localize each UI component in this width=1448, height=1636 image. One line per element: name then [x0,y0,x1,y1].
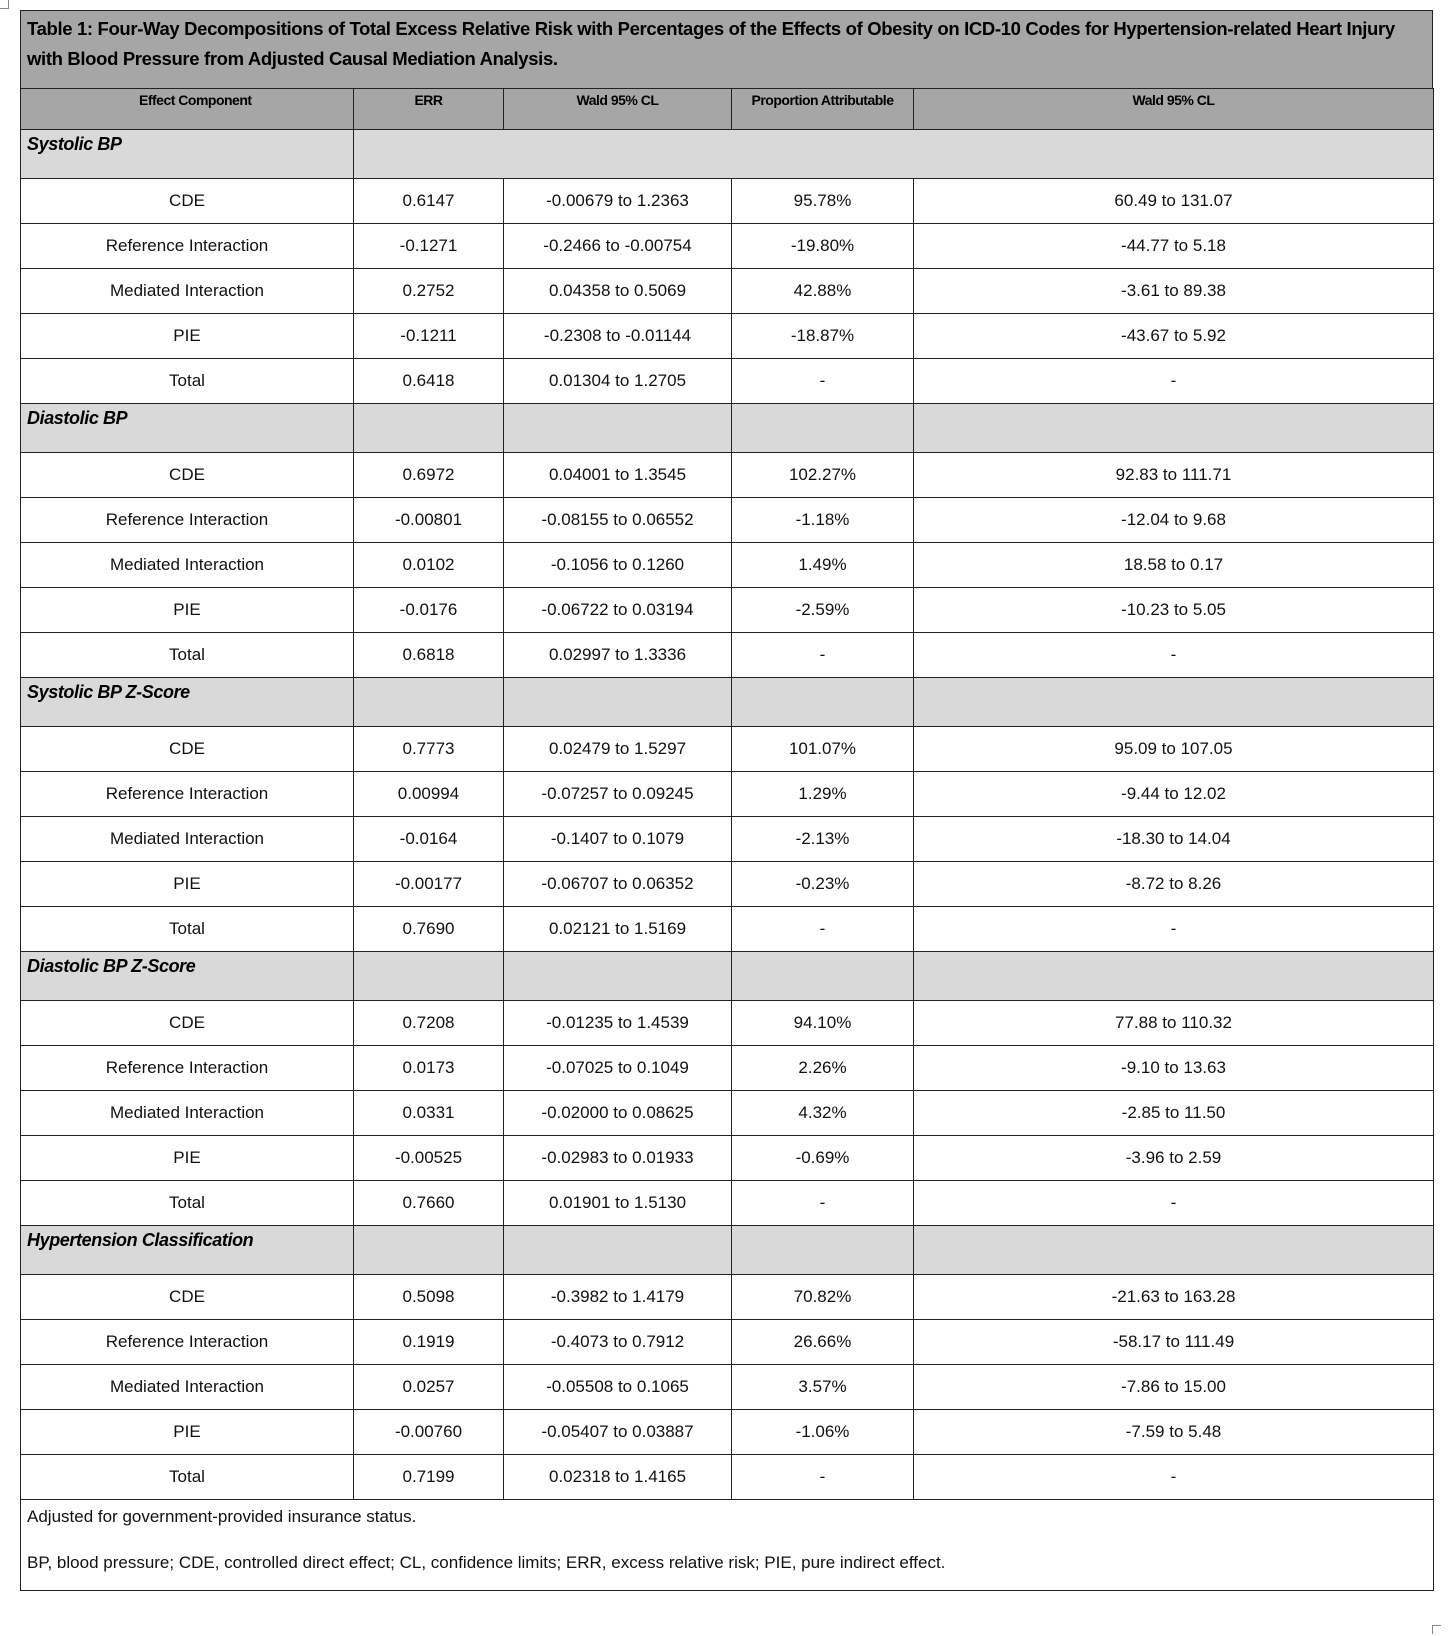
cell-err: -0.00760 [354,1410,504,1455]
cell-err: 0.7773 [354,727,504,772]
cell-err-wald-ci: -0.1407 to 0.1079 [504,817,732,862]
header-wald-ci-err: Wald 95% CL [504,89,732,130]
header-wald-ci-proportion: Wald 95% CL [914,89,1434,130]
cell-err-wald-ci: -0.01235 to 1.4539 [504,1001,732,1046]
cell-proportion-attributable: - [732,907,914,952]
cell-err: -0.00177 [354,862,504,907]
cell-proportion-wald-ci: -10.23 to 5.05 [914,588,1434,633]
group-header-filler [504,1226,732,1275]
cell-effect-component: Total [21,907,354,952]
table-row [21,224,1434,269]
cell-err-wald-ci: -0.07257 to 0.09245 [504,772,732,817]
cell-proportion-attributable: -2.13% [732,817,914,862]
cell-err-wald-ci: -0.06722 to 0.03194 [504,588,732,633]
table-row [21,633,1434,678]
table-row [21,1136,1434,1181]
cell-proportion-attributable: -2.59% [732,588,914,633]
group-header-filler [732,678,914,727]
group-header-filler [504,404,732,453]
cell-effect-component: Mediated Interaction [21,1365,354,1410]
cell-err-wald-ci: -0.1056 to 0.1260 [504,543,732,588]
cell-err-wald-ci: 0.02121 to 1.5169 [504,907,732,952]
cell-err-wald-ci: 0.02318 to 1.4165 [504,1455,732,1500]
cell-effect-component: Total [21,1455,354,1500]
cell-err: 0.00994 [354,772,504,817]
cell-proportion-wald-ci: 18.58 to 0.17 [914,543,1434,588]
cell-proportion-wald-ci: -9.10 to 13.63 [914,1046,1434,1091]
cell-effect-component: Total [21,1181,354,1226]
table-row [21,907,1434,952]
cell-effect-component: PIE [21,1410,354,1455]
cell-proportion-wald-ci: -8.72 to 8.26 [914,862,1434,907]
cell-effect-component: Total [21,633,354,678]
table-row [21,314,1434,359]
group-header-filler [504,678,732,727]
group-header-filler [354,1226,504,1275]
table-row [21,498,1434,543]
cell-proportion-attributable: 94.10% [732,1001,914,1046]
group-header-row [21,1226,1434,1275]
group-header-filler [354,678,504,727]
cell-proportion-attributable: - [732,1181,914,1226]
cell-err-wald-ci: -0.02983 to 0.01933 [504,1136,732,1181]
cell-err: 0.7199 [354,1455,504,1500]
group-label: Systolic BP [21,130,354,179]
cell-proportion-attributable: -1.06% [732,1410,914,1455]
cell-proportion-attributable: 4.32% [732,1091,914,1136]
cell-err: 0.5098 [354,1275,504,1320]
cell-proportion-wald-ci: - [914,359,1434,404]
cell-proportion-wald-ci: - [914,907,1434,952]
cell-err: 0.0102 [354,543,504,588]
cell-err: 0.7660 [354,1181,504,1226]
cell-err: -0.00525 [354,1136,504,1181]
header-proportion-attributable: Proportion Attributable [732,89,914,130]
cell-err-wald-ci: -0.08155 to 0.06552 [504,498,732,543]
group-header-row [21,678,1434,727]
cell-effect-component: PIE [21,314,354,359]
table-row [21,1365,1434,1410]
cell-effect-component: Reference Interaction [21,224,354,269]
cell-effect-component: Reference Interaction [21,1046,354,1091]
cell-err: 0.1919 [354,1320,504,1365]
cell-proportion-wald-ci: 60.49 to 131.07 [914,179,1434,224]
corner-mark-top-left [0,0,9,9]
cell-proportion-wald-ci: -12.04 to 9.68 [914,498,1434,543]
cell-effect-component: Reference Interaction [21,772,354,817]
group-label: Systolic BP Z-Score [21,678,354,727]
cell-proportion-attributable: -1.18% [732,498,914,543]
cell-err: 0.6147 [354,179,504,224]
cell-err: -0.1271 [354,224,504,269]
cell-proportion-attributable: -0.69% [732,1136,914,1181]
cell-proportion-wald-ci: -7.59 to 5.48 [914,1410,1434,1455]
cell-proportion-wald-ci: -18.30 to 14.04 [914,817,1434,862]
table-row [21,1275,1434,1320]
cell-err: 0.6418 [354,359,504,404]
table-row [21,1001,1434,1046]
cell-proportion-wald-ci: -2.85 to 11.50 [914,1091,1434,1136]
header-row [21,89,1434,130]
cell-err-wald-ci: -0.06707 to 0.06352 [504,862,732,907]
group-header-row [21,130,1434,179]
cell-effect-component: CDE [21,727,354,772]
table-row [21,1455,1434,1500]
cell-err: 0.6972 [354,453,504,498]
corner-mark-bottom-right [1432,1625,1441,1634]
cell-effect-component: Total [21,359,354,404]
group-header-filler [914,952,1434,1001]
cell-effect-component: PIE [21,862,354,907]
cell-proportion-wald-ci: 95.09 to 107.05 [914,727,1434,772]
cell-err-wald-ci: -0.02000 to 0.08625 [504,1091,732,1136]
table-row [21,543,1434,588]
cell-err-wald-ci: -0.05508 to 0.1065 [504,1365,732,1410]
group-header-filler [732,952,914,1001]
cell-err-wald-ci: -0.3982 to 1.4179 [504,1275,732,1320]
table-caption: Table 1: Four-Way Decompositions of Total Excess Relative Risk with Percentages of the Effects of Obesity on ICD-10 Codes for Hypertension-related Heart Injury with Blood Pressure from Adjusted Causal Mediation Analysis. [20,10,1433,88]
cell-proportion-wald-ci: -43.67 to 5.92 [914,314,1434,359]
group-header-filler [914,404,1434,453]
group-label: Hypertension Classification [21,1226,354,1275]
note-adjustment: Adjusted for government-provided insurance status. [27,1507,417,1526]
cell-proportion-attributable: 3.57% [732,1365,914,1410]
cell-proportion-wald-ci: 92.83 to 111.71 [914,453,1434,498]
cell-err-wald-ci: 0.02997 to 1.3336 [504,633,732,678]
group-label: Diastolic BP Z-Score [21,952,354,1001]
cell-proportion-attributable: 26.66% [732,1320,914,1365]
cell-err-wald-ci: 0.01304 to 1.2705 [504,359,732,404]
cell-proportion-wald-ci: 77.88 to 110.32 [914,1001,1434,1046]
cell-effect-component: Mediated Interaction [21,817,354,862]
notes-row [21,1500,1434,1591]
table-body [21,130,1434,1500]
table-row [21,179,1434,224]
table-row [21,1091,1434,1136]
cell-err-wald-ci: 0.04001 to 1.3545 [504,453,732,498]
cell-err-wald-ci: -0.05407 to 0.03887 [504,1410,732,1455]
cell-effect-component: Mediated Interaction [21,543,354,588]
cell-err: -0.00801 [354,498,504,543]
group-header-filler [354,404,504,453]
cell-proportion-wald-ci: -9.44 to 12.02 [914,772,1434,817]
cell-proportion-attributable: - [732,359,914,404]
table-row [21,588,1434,633]
cell-proportion-attributable: 101.07% [732,727,914,772]
document-table-container [20,10,1433,1591]
table-row [21,817,1434,862]
cell-err-wald-ci: -0.4073 to 0.7912 [504,1320,732,1365]
cell-err-wald-ci: 0.02479 to 1.5297 [504,727,732,772]
cell-effect-component: Mediated Interaction [21,269,354,314]
group-header-filler [732,404,914,453]
cell-proportion-attributable: 95.78% [732,179,914,224]
cell-err-wald-ci: -0.2308 to -0.01144 [504,314,732,359]
cell-proportion-wald-ci: -7.86 to 15.00 [914,1365,1434,1410]
group-label: Diastolic BP [21,404,354,453]
cell-proportion-wald-ci: -3.61 to 89.38 [914,269,1434,314]
cell-effect-component: CDE [21,179,354,224]
group-header-filler [914,678,1434,727]
cell-proportion-attributable: 1.29% [732,772,914,817]
cell-proportion-attributable: - [732,1455,914,1500]
cell-proportion-attributable: 2.26% [732,1046,914,1091]
cell-proportion-attributable: -0.23% [732,862,914,907]
cell-err: 0.2752 [354,269,504,314]
cell-proportion-attributable: 70.82% [732,1275,914,1320]
cell-effect-component: Reference Interaction [21,498,354,543]
cell-err: 0.0257 [354,1365,504,1410]
header-effect-component: Effect Component [21,89,354,130]
group-header-row [21,404,1434,453]
group-header-row [21,952,1434,1001]
table-row [21,1320,1434,1365]
cell-proportion-attributable: - [732,633,914,678]
group-header-filler [354,130,1434,179]
table-row [21,1410,1434,1455]
group-header-filler [354,952,504,1001]
cell-err: 0.7208 [354,1001,504,1046]
table-row [21,727,1434,772]
cell-err: 0.6818 [354,633,504,678]
cell-proportion-wald-ci: -58.17 to 111.49 [914,1320,1434,1365]
cell-proportion-attributable: 1.49% [732,543,914,588]
cell-proportion-wald-ci: -3.96 to 2.59 [914,1136,1434,1181]
cell-proportion-attributable: -19.80% [732,224,914,269]
cell-proportion-attributable: -18.87% [732,314,914,359]
results-table [20,88,1434,1591]
cell-err-wald-ci: 0.04358 to 0.5069 [504,269,732,314]
cell-effect-component: PIE [21,1136,354,1181]
cell-proportion-attributable: 102.27% [732,453,914,498]
cell-err-wald-ci: -0.2466 to -0.00754 [504,224,732,269]
cell-err: -0.0176 [354,588,504,633]
cell-proportion-wald-ci: -44.77 to 5.18 [914,224,1434,269]
cell-effect-component: CDE [21,1275,354,1320]
cell-effect-component: CDE [21,453,354,498]
cell-proportion-wald-ci: - [914,1455,1434,1500]
table-row [21,772,1434,817]
cell-proportion-wald-ci: - [914,633,1434,678]
cell-err-wald-ci: 0.01901 to 1.5130 [504,1181,732,1226]
cell-err: -0.0164 [354,817,504,862]
table-row [21,1181,1434,1226]
notes-cell [21,1500,1434,1591]
table-row [21,862,1434,907]
cell-effect-component: CDE [21,1001,354,1046]
header-err: ERR [354,89,504,130]
cell-err-wald-ci: -0.00679 to 1.2363 [504,179,732,224]
cell-proportion-attributable: 42.88% [732,269,914,314]
cell-effect-component: Reference Interaction [21,1320,354,1365]
cell-effect-component: PIE [21,588,354,633]
table-row [21,1046,1434,1091]
cell-proportion-wald-ci: -21.63 to 163.28 [914,1275,1434,1320]
table-row [21,269,1434,314]
cell-err: 0.0331 [354,1091,504,1136]
cell-effect-component: Mediated Interaction [21,1091,354,1136]
cell-err: 0.0173 [354,1046,504,1091]
group-header-filler [732,1226,914,1275]
group-header-filler [914,1226,1434,1275]
cell-proportion-wald-ci: - [914,1181,1434,1226]
table-row [21,453,1434,498]
group-header-filler [504,952,732,1001]
table-row [21,359,1434,404]
cell-err: -0.1211 [354,314,504,359]
cell-err-wald-ci: -0.07025 to 0.1049 [504,1046,732,1091]
note-abbreviations: BP, blood pressure; CDE, controlled direct effect; CL, confidence limits; ERR, excess relative risk; PIE, pure indirect effect. [27,1553,946,1572]
cell-err: 0.7690 [354,907,504,952]
